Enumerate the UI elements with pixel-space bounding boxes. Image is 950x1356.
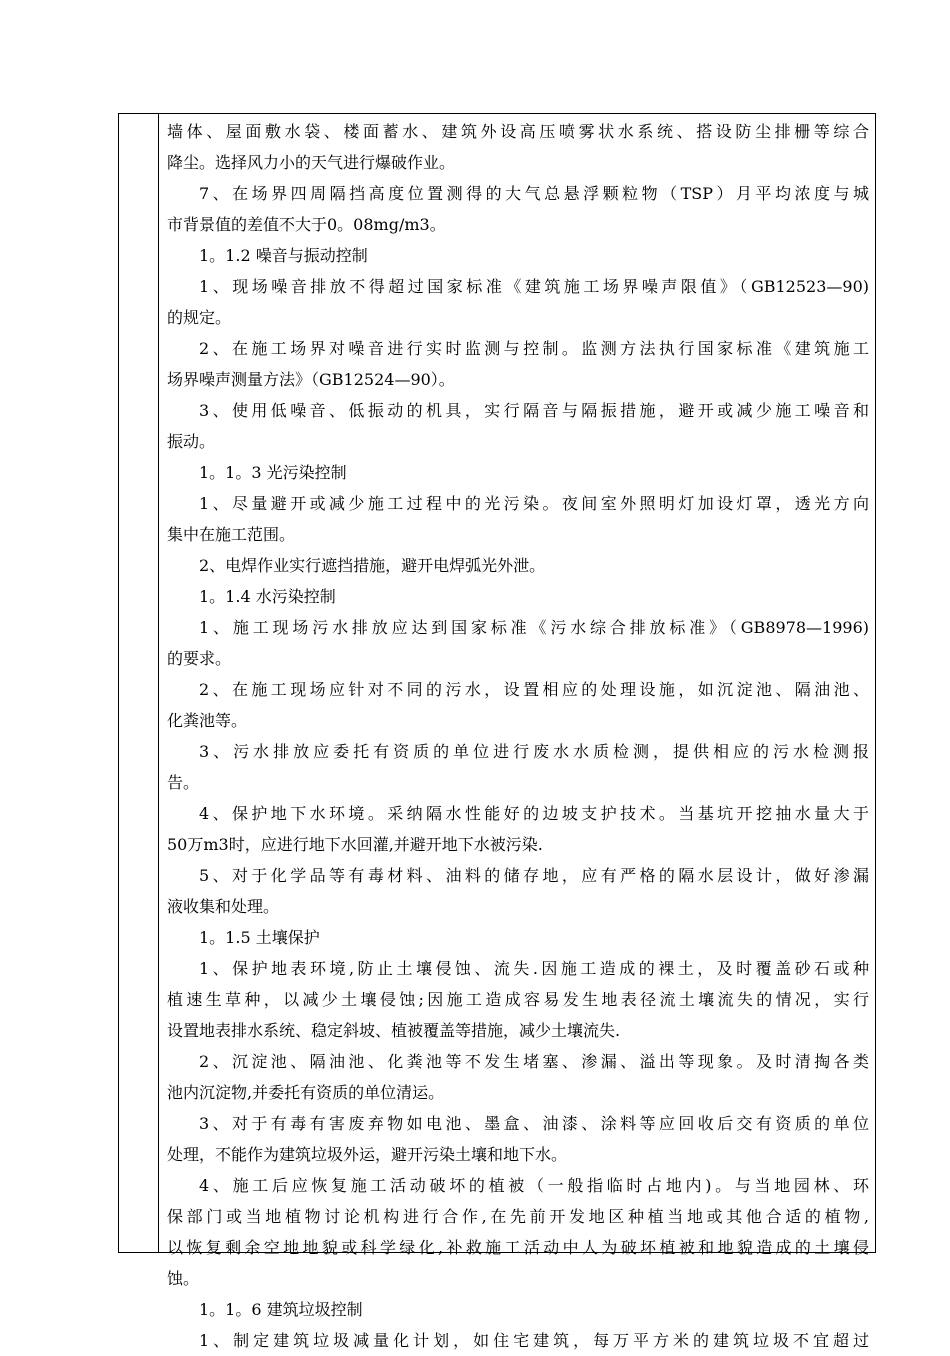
text-line: 1。1.5 土壤保护 [199, 928, 320, 947]
text-line: 的规定。 [167, 308, 232, 327]
document-table [118, 113, 876, 1350]
text-line: 1、施工现场污水排放应达到国家标准《污水综合排放标准》（GB8978—1996) [199, 618, 869, 637]
text-line: 液收集和处理。 [167, 897, 280, 916]
text-line: 2、在施工现场应针对不同的污水，设置相应的处理设施，如沉淀池、隔油池、 [199, 680, 869, 699]
text-line: 蚀。 [167, 1269, 200, 1288]
text-line: 1。1。6 建筑垃圾控制 [199, 1300, 363, 1319]
text-line: 以恢复剩余空地地貌或科学绿化,补救施工活动中人为破坏植被和地貌造成的土壤侵 [167, 1238, 869, 1257]
text-line: 化粪池等。 [167, 711, 248, 730]
text-line: 50万m3时，应进行地下水回灌,并避开地下水被污染. [167, 835, 543, 854]
text-line: 5、对于化学品等有毒材料、油料的储存地，应有严格的隔水层设计，做好渗漏 [199, 866, 869, 885]
text-line: 3、对于有毒有害废弃物如电池、墨盒、油漆、涂料等应回收后交有资质的单位 [199, 1114, 869, 1133]
text-line: 告。 [167, 773, 200, 792]
text-line: 1、尽量避开或减少施工过程中的光污染。夜间室外照明灯加设灯罩，透光方向 [199, 494, 869, 513]
text-line: 7、在场界四周隔挡高度位置测得的大气总悬浮颗粒物（TSP）月平均浓度与城 [199, 184, 869, 203]
text-line: 3、污水排放应委托有资质的单位进行废水水质检测，提供相应的污水检测报 [199, 742, 869, 761]
text-line: 集中在施工范围。 [167, 525, 296, 544]
text-line: 保部门或当地植物讨论机构进行合作,在先前开发地区种植当地或其他合适的植物, [167, 1207, 869, 1226]
text-line: 2、在施工场界对噪音进行实时监测与控制。监测方法执行国家标准《建筑施工 [199, 339, 869, 358]
text-line: 4、保护地下水环境。采纳隔水性能好的边坡支护技术。当基坑开挖抽水量大于 [199, 804, 869, 823]
text-line: 1、保护地表环境,防止土壤侵蚀、流失.因施工造成的裸土，及时覆盖砂石或种 [199, 959, 869, 978]
text-line: 降尘。选择风力小的天气进行爆破作业。 [167, 153, 456, 172]
text-line: 4、施工后应恢复施工活动破坏的植被（一般指临时占地内)。与当地园林、环 [199, 1176, 869, 1195]
text-line: 1。1。3 光污染控制 [199, 463, 347, 482]
text-line: 的要求。 [167, 649, 232, 668]
text-line: 设置地表排水系统、稳定斜坡、植被覆盖等措施，减少土壤流失. [167, 1021, 621, 1040]
table-left-column [119, 114, 159, 1252]
table-content-cell [159, 114, 875, 1350]
text-line: 墙体、屋面敷水袋、楼面蓄水、建筑外设高压喷雾状水系统、搭设防尘排栅等综合 [167, 122, 869, 141]
text-line: 市背景值的差值不大于0。08mg/m3。 [167, 215, 446, 234]
text-line: 场界噪声测量方法》（GB12524—90）。 [167, 370, 455, 389]
text-line: 2、电焊作业实行遮挡措施，避开电焊弧光外泄。 [199, 556, 546, 575]
text-line: 1。1.2 噪音与振动控制 [199, 246, 368, 265]
text-line: 2、沉淀池、隔油池、化粪池等不发生堵塞、渗漏、溢出等现象。及时清掏各类 [199, 1052, 869, 1071]
text-line: 振动。 [167, 432, 216, 451]
text-line: 处理，不能作为建筑垃圾外运，避开污染土壤和地下水。 [167, 1145, 568, 1164]
text-line: 3、使用低噪音、低振动的机具，实行隔音与隔振措施，避开或减少施工噪音和 [199, 401, 869, 420]
text-line: 1、现场噪音排放不得超过国家标准《建筑施工场界噪声限值》（GB12523—90) [199, 277, 869, 296]
text-line: 1。1.4 水污染控制 [199, 587, 336, 606]
text-line: 池内沉淀物,并委托有资质的单位清运。 [167, 1083, 445, 1102]
text-line: 1、制定建筑垃圾减量化计划，如住宅建筑，每万平方米的建筑垃圾不宜超过 [199, 1331, 869, 1350]
text-line: 植速生草种，以减少土壤侵蚀;因施工造成容易发生地表径流土壤流失的情况，实行 [167, 990, 869, 1009]
